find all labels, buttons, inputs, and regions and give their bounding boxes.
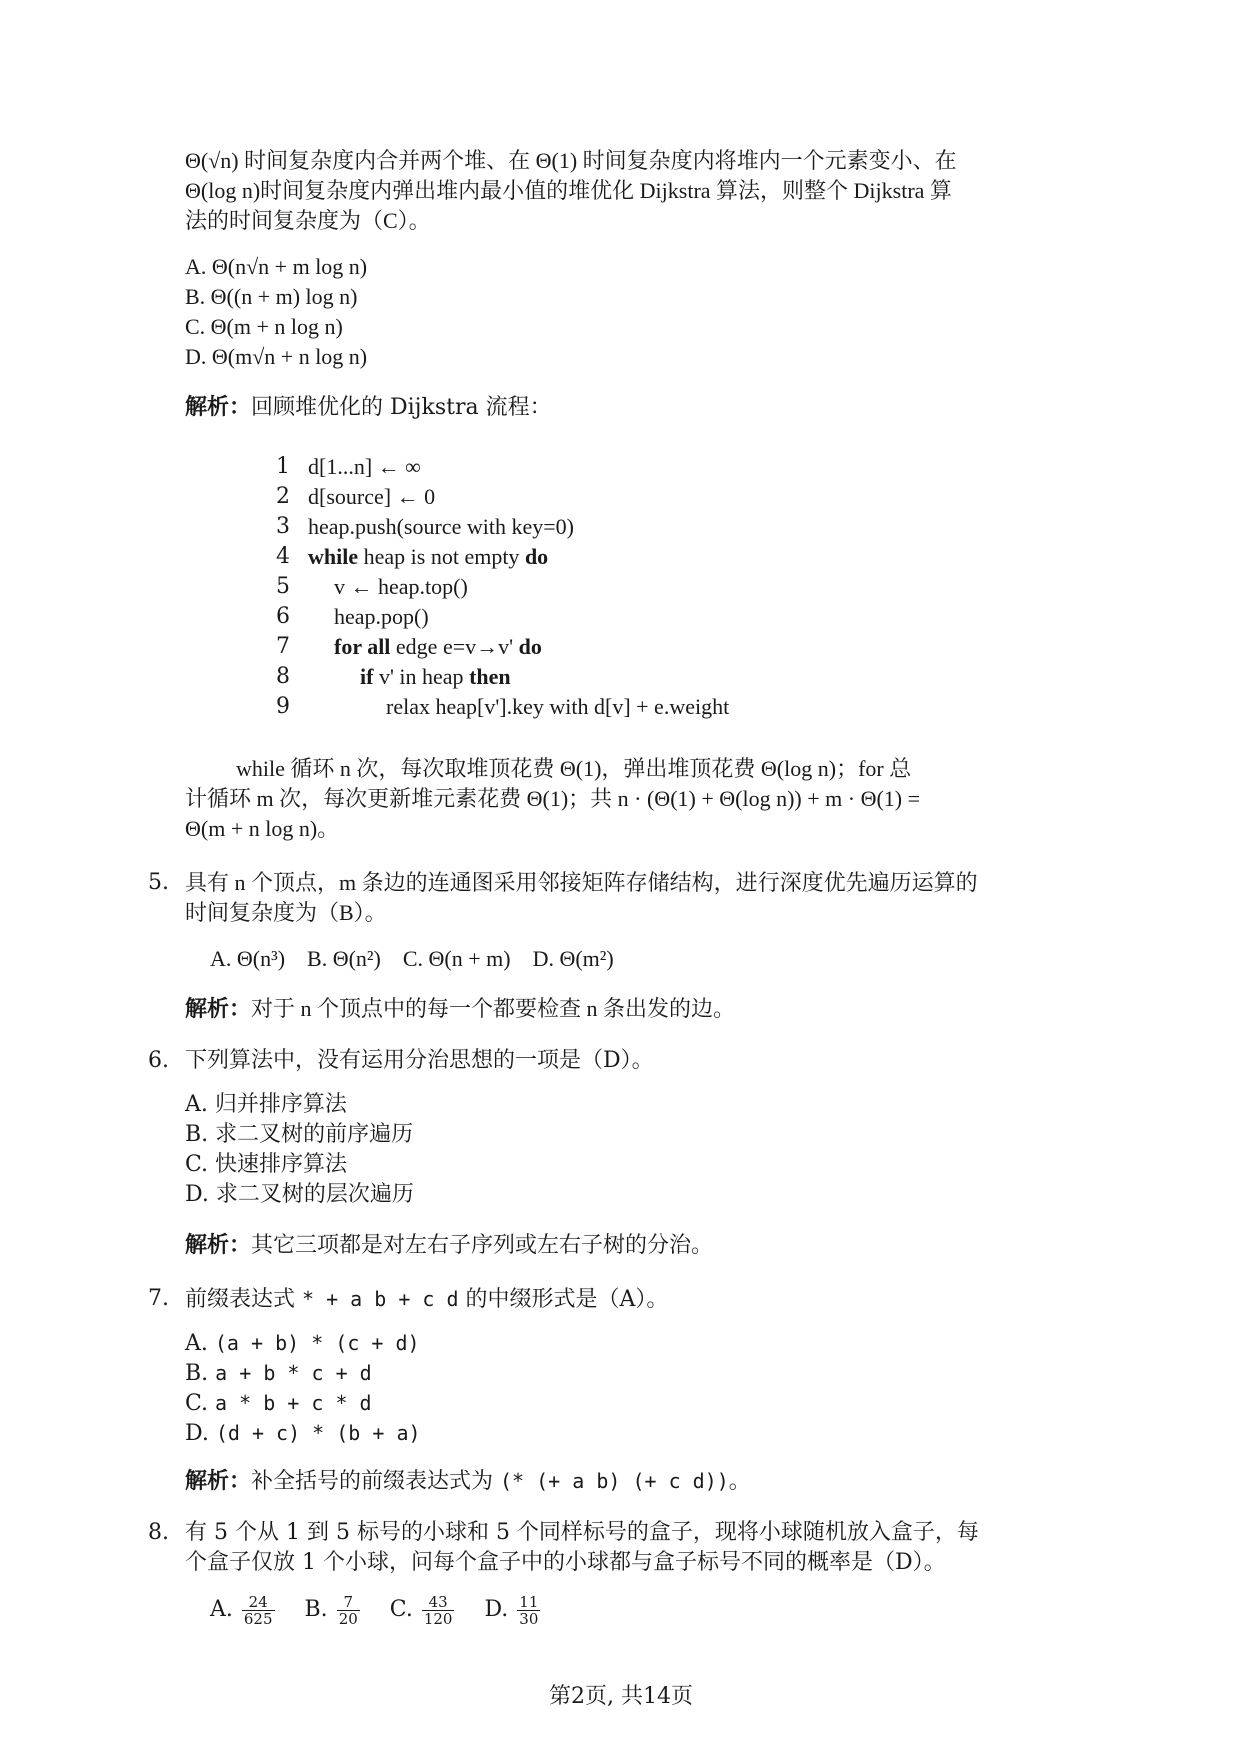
keyword: then — [469, 664, 511, 689]
q4-option-a: A. Θ(n√n + m log n) — [185, 254, 368, 279]
q4-explain-line-3: Θ(m + n log n)。 — [185, 816, 340, 841]
analysis-text: 补全括号的前缀表达式为 — [251, 1469, 501, 1494]
option-label: A. — [210, 1597, 233, 1622]
q8-line-2: 个盒子仅放 1 个小球，问每个盒子中的小球都与盒子标号不同的概率是（D）。 — [185, 1550, 946, 1575]
analysis-label: 解析： — [185, 996, 252, 1022]
q4-analysis — [185, 392, 552, 423]
q7-expression: * + a b + c d — [302, 1287, 459, 1311]
q7-line-1 — [185, 1284, 668, 1315]
q7-prefix-text: 前缀表达式 — [185, 1287, 302, 1312]
option-label: C. — [185, 1391, 216, 1416]
algo-text: v' in heap — [373, 664, 470, 689]
q7-option-d — [185, 1418, 421, 1449]
analysis-label: 解析： — [185, 1468, 252, 1494]
keyword: for all — [334, 634, 391, 659]
q5-option-a: A. Θ(n³) — [210, 946, 286, 971]
numerator: 43 — [422, 1594, 455, 1611]
analysis-code: (* (+ a b) (+ c d)) — [500, 1469, 729, 1493]
q7-option-c — [185, 1388, 372, 1419]
intro-line-2: Θ(log n)时间复杂度内弹出堆内最小值的堆优化 Dijkstra 算法，则整个 Dijkstra 算 — [185, 178, 952, 203]
analysis-text: 对于 n 个顶点中的每一个都要检查 n 条出发的边。 — [251, 996, 736, 1021]
numerator: 11 — [519, 1592, 539, 1611]
q5-option-c: C. Θ(n + m) — [402, 946, 511, 971]
algo-line-no: 6 — [276, 604, 290, 629]
q4-option-d: D. Θ(m√n + n log n) — [185, 344, 368, 369]
algo-line: v ← heap.top() — [334, 574, 468, 599]
q6-analysis — [185, 1230, 713, 1261]
algo-line-no: 3 — [276, 514, 290, 539]
q6-option-b: B. 求二叉树的前序遍历 — [185, 1122, 414, 1147]
option-code: a * b + c * d — [215, 1391, 372, 1415]
algo-line — [360, 662, 511, 692]
fraction — [517, 1594, 540, 1627]
q4-explain-line-1: while 循环 n 次，每次取堆顶花费 Θ(1)，弹出堆顶花费 Θ(log n)；for 总 — [236, 756, 912, 781]
q5-analysis — [185, 994, 735, 1025]
q7-number: 7. — [148, 1286, 169, 1311]
algo-line: d[source] ← 0 — [308, 484, 436, 509]
q6-number: 6. — [148, 1048, 169, 1073]
option-label: A. — [185, 1331, 215, 1356]
analysis-label: 解析： — [185, 394, 252, 420]
algo-text: heap is not empty — [358, 544, 525, 569]
q4-explain-line-2: 计循环 m 次，每次更新堆元素花费 Θ(1)；共 n · (Θ(1) + Θ(log n)) + m · Θ(1) = — [185, 786, 921, 811]
denominator: 120 — [423, 1609, 453, 1628]
algo-line-no: 9 — [276, 694, 290, 719]
algo-text: edge e=v→v' — [390, 634, 519, 659]
numerator: 24 — [242, 1594, 275, 1611]
algo-line: heap.push(source with key=0) — [308, 514, 574, 539]
option-label: D. — [185, 1421, 216, 1446]
algo-line-no: 5 — [276, 574, 290, 599]
algo-line-no: 1 — [276, 454, 290, 479]
keyword: if — [360, 664, 374, 689]
fraction — [337, 1594, 360, 1627]
option-label: B. — [304, 1597, 328, 1622]
q7-suffix-text: 的中缀形式是（A）。 — [458, 1287, 669, 1312]
q5-number: 5. — [148, 870, 169, 895]
q7-analysis — [185, 1466, 751, 1497]
keyword: while — [308, 544, 359, 569]
q8-option-c — [389, 1592, 457, 1628]
algo-line: relax heap[v'].key with d[v] + e.weight — [386, 694, 730, 719]
q8-option-b — [304, 1592, 362, 1628]
algo-line-no: 7 — [276, 634, 290, 659]
q6-option-d: D. 求二叉树的层次遍历 — [185, 1182, 414, 1207]
analysis-end: 。 — [728, 1469, 751, 1494]
option-label: C. — [389, 1597, 413, 1622]
keyword: do — [518, 634, 542, 659]
q5-option-b: B. Θ(n²) — [307, 946, 381, 971]
algo-line-no: 2 — [276, 484, 290, 509]
denominator: 30 — [519, 1609, 539, 1628]
algo-line: heap.pop() — [334, 604, 429, 629]
q5-line-2: 时间复杂度为（B）。 — [185, 900, 387, 925]
q4-option-c: C. Θ(m + n log n) — [185, 314, 343, 339]
q6-option-a: A. 归并排序算法 — [185, 1092, 347, 1117]
algo-line: d[1...n] ← ∞ — [308, 454, 421, 479]
algo-line — [308, 542, 548, 572]
keyword: do — [524, 544, 549, 569]
analysis-label: 解析： — [185, 1232, 252, 1258]
analysis-text: 回顾堆优化的 Dijkstra 流程： — [251, 395, 552, 420]
algo-line-no: 8 — [276, 664, 290, 689]
q5-option-d: D. Θ(m²) — [532, 946, 614, 971]
analysis-text: 其它三项都是对左右子序列或左右子树的分治。 — [251, 1233, 714, 1258]
q5-options — [210, 944, 614, 974]
denominator: 625 — [243, 1609, 273, 1628]
option-code: a + b * c + d — [215, 1361, 372, 1385]
denominator: 20 — [338, 1609, 358, 1628]
option-label: B. — [185, 1361, 216, 1386]
q7-option-a — [185, 1328, 420, 1359]
q8-options — [210, 1590, 542, 1630]
q8-number: 8. — [148, 1520, 169, 1545]
fraction — [242, 1594, 275, 1627]
algo-line — [334, 632, 542, 662]
q6-line-1: 下列算法中，没有运用分治思想的一项是（D）。 — [185, 1048, 654, 1073]
numerator: 7 — [337, 1594, 360, 1611]
q6-option-c: C. 快速排序算法 — [185, 1152, 348, 1177]
option-code: (d + c) * (b + a) — [215, 1421, 421, 1445]
option-code: (a + b) * (c + d) — [214, 1331, 420, 1355]
intro-line-3: 法的时间复杂度为（C）。 — [185, 208, 431, 233]
intro-line-1: Θ(√n) 时间复杂度内合并两个堆、在 Θ(1) 时间复杂度内将堆内一个元素变小、在 — [185, 148, 957, 173]
q4-option-b: B. Θ((n + m) log n) — [185, 284, 358, 309]
q8-option-d — [484, 1592, 542, 1628]
algo-line-no: 4 — [276, 544, 290, 569]
q8-option-a — [210, 1592, 277, 1628]
option-label: D. — [484, 1597, 509, 1622]
fraction — [422, 1594, 455, 1627]
q8-line-1: 有 5 个从 1 到 5 标号的小球和 5 个同样标号的盒子，现将小球随机放入盒子，每 — [185, 1520, 979, 1545]
page-footer: 第2页, 共14页 — [549, 1684, 693, 1709]
q7-option-b — [185, 1358, 372, 1389]
q5-line-1: 具有 n 个顶点，m 条边的连通图采用邻接矩阵存储结构，进行深度优先遍历运算的 — [185, 870, 978, 895]
